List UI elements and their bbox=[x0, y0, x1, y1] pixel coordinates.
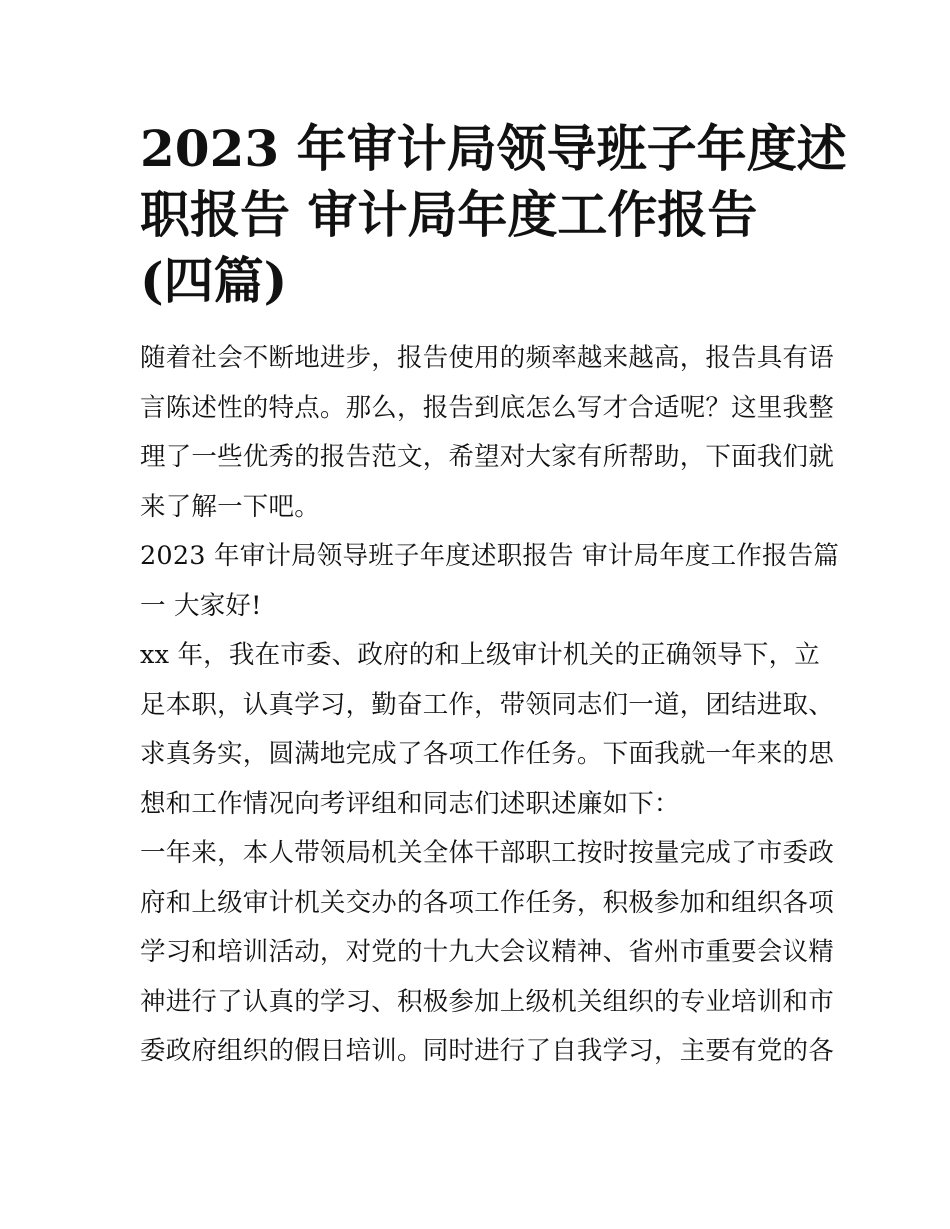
section-heading-line: 2023 年审计局领导班子年度述职报告 审计局年度工作报告篇 bbox=[140, 541, 840, 571]
body-line: 一年来，本人带领局机关全体干部职工按时按量完成了市委政 bbox=[140, 838, 834, 868]
section-heading-line: 一 大家好! bbox=[140, 590, 262, 621]
title-line-3: (四篇) bbox=[140, 251, 288, 310]
body-line: 神进行了认真的学习、积极参加上级机关组织的专业培训和市 bbox=[140, 986, 834, 1017]
body-line: xx 年，我在市委、政府的和上级审计机关的正确领导下，立 bbox=[140, 640, 820, 670]
title-line-2: 职报告 审计局年度工作报告 bbox=[140, 185, 758, 244]
document-page bbox=[140, 116, 847, 1077]
document-body bbox=[140, 334, 840, 1077]
body-line: 理了一些优秀的报告范文，希望对大家有所帮助，下面我们就 bbox=[140, 442, 834, 472]
document-title bbox=[140, 116, 847, 314]
body-line: 随着社会不断地进步，报告使用的频率越来越高，报告具有语 bbox=[140, 343, 834, 373]
body-line: 府和上级审计机关交办的各项工作任务，积极参加和组织各项 bbox=[140, 887, 834, 918]
body-line: 想和工作情况向考评组和同志们述职述廉如下： bbox=[140, 788, 680, 819]
title-line-1: 2023 年审计局领导班子年度述 bbox=[140, 119, 847, 178]
body-line: 委政府组织的假日培训。同时进行了自我学习，主要有党的各 bbox=[140, 1036, 834, 1066]
body-line: 求真务实，圆满地完成了各项工作任务。下面我就一年来的思 bbox=[140, 739, 834, 769]
body-line: 足本职，认真学习，勤奋工作，带领同志们一道，团结进取、 bbox=[140, 689, 834, 720]
body-line: 言陈述性的特点。那么，报告到底怎么写才合适呢？这里我整 bbox=[140, 392, 834, 423]
body-line: 学习和培训活动，对党的十九大会议精神、省州市重要会议精 bbox=[140, 937, 834, 967]
body-line: 来了解一下吧。 bbox=[140, 491, 320, 522]
